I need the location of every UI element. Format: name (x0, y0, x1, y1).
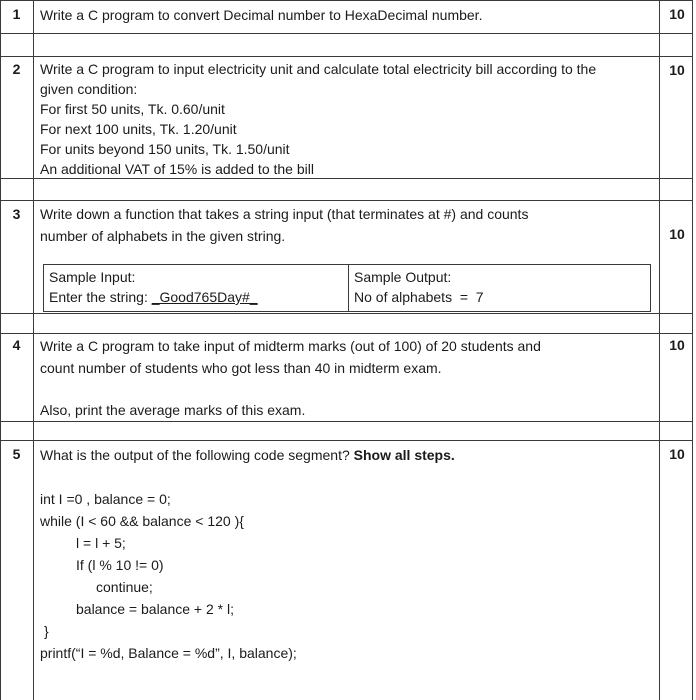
sample-input-cell (49, 267, 258, 307)
question-marks: 10 (669, 62, 685, 78)
question-line: Write a C program to take input of midterm marks (out of 100) of 20 students and (40, 338, 541, 354)
question-number: 3 (12, 206, 21, 222)
table-right-border (692, 0, 693, 700)
row-divider (0, 56, 693, 57)
question-number: 5 (12, 446, 21, 462)
question-line: Write down a function that takes a string input (that terminates at #) and counts (40, 206, 529, 222)
question-extra-text: Also, print the average marks of this exam. (40, 402, 306, 418)
question-number: 4 (12, 337, 21, 353)
question-number: 1 (12, 6, 21, 22)
question-prompt-text: What is the output of the following code segment? (40, 447, 350, 463)
question-line: count number of students who got less than 40 in midterm exam. (40, 360, 442, 376)
code-line: printf(“I = %d, Balance = %d”, I, balance); (40, 645, 297, 661)
question-text (40, 59, 655, 179)
question-prompt (40, 445, 655, 465)
number-column-divider (33, 0, 34, 700)
question-line: given condition: (40, 81, 138, 97)
question-line: For units beyond 150 units, Tk. 1.50/unit (40, 141, 290, 157)
sample-output-label: Sample Output: (354, 269, 452, 285)
question-line: Write a C program to input electricity unit and calculate total electricity bill according to the (40, 61, 597, 77)
table-top-border (0, 0, 693, 1)
sample-box-divider (348, 265, 349, 311)
sample-io-box (43, 264, 651, 312)
code-line: while (I < 60 && balance < 120 ){ (40, 513, 244, 529)
question-line: For first 50 units, Tk. 0.60/unit (40, 101, 225, 117)
question-prompt-bold: Show all steps. (353, 447, 455, 463)
question-line: number of alphabets in the given string. (40, 228, 286, 244)
question-line: For next 100 units, Tk. 1.20/unit (40, 121, 237, 137)
sample-output-value: No of alphabets = 7 (354, 289, 484, 305)
marks-column-divider (659, 0, 660, 700)
row-divider (0, 33, 693, 34)
question-line: Write a C program to convert Decimal number to HexaDecimal number. (40, 7, 483, 23)
question-text (40, 5, 655, 25)
question-marks: 10 (669, 6, 685, 22)
question-marks: 10 (669, 446, 685, 462)
code-line: l = l + 5; (76, 535, 126, 551)
sample-input-value: _Good765Day#_ (151, 289, 258, 305)
row-divider (0, 200, 693, 201)
code-line: int I =0 , balance = 0; (40, 491, 171, 507)
row-divider (0, 421, 693, 422)
question-number: 2 (12, 61, 21, 77)
row-divider (0, 313, 693, 314)
question-marks: 10 (669, 226, 685, 242)
question-line: An additional VAT of 15% is added to the bill (40, 161, 314, 177)
sample-output-cell (354, 267, 484, 307)
sample-input-prefix: Enter the string: (49, 289, 152, 305)
sample-input-line (49, 287, 258, 307)
row-divider (0, 440, 693, 441)
question-text (40, 335, 655, 379)
code-line: balance = balance + 2 * l; (76, 601, 235, 617)
row-divider (0, 333, 693, 334)
code-line: continue; (96, 579, 153, 595)
code-line: If (l % 10 != 0) (76, 557, 164, 573)
code-line: } (44, 623, 49, 639)
question-text (40, 203, 655, 247)
question-marks: 10 (669, 337, 685, 353)
sample-input-label: Sample Input: (49, 269, 136, 285)
